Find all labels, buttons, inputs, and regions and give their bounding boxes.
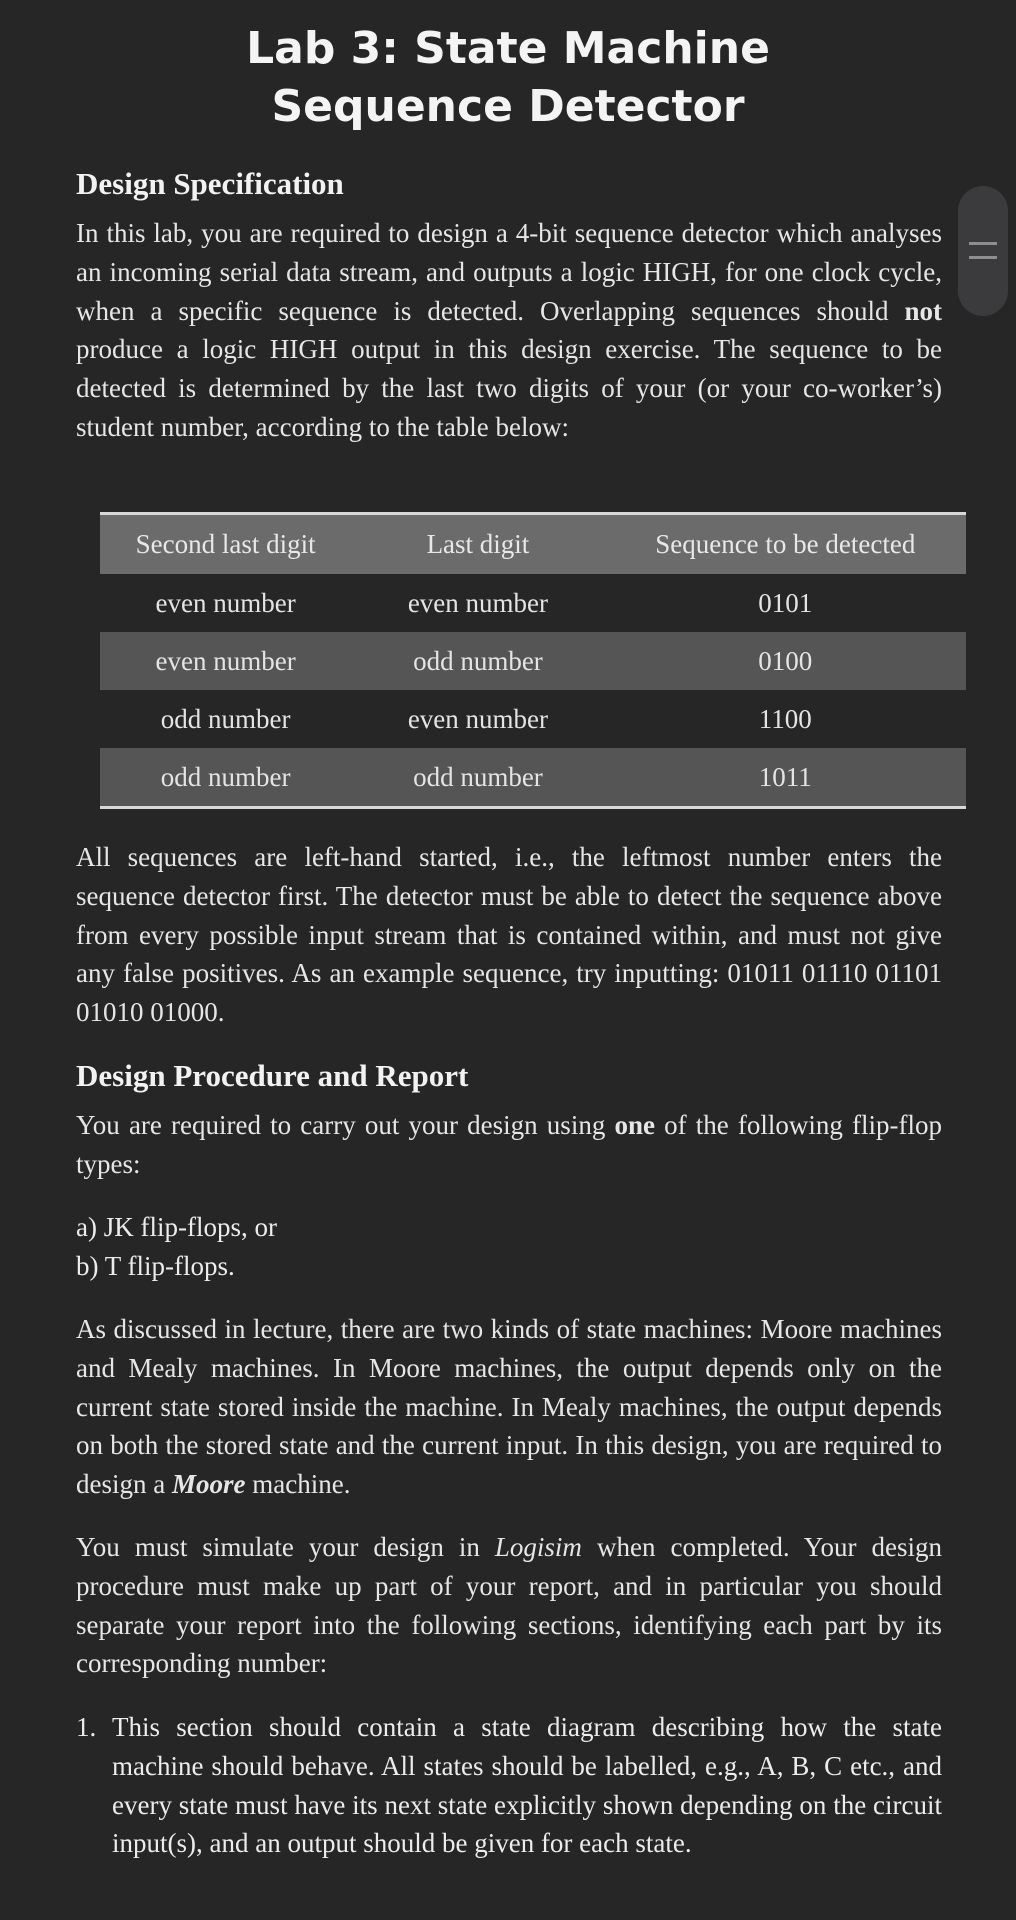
table-header: Sequence to be detected (605, 514, 966, 575)
table-cell: odd number (160, 703, 291, 734)
table-cell: odd number (351, 632, 604, 690)
simulation-paragraph: You must simulate your design in Logisim when completed. Your design procedure must make up part of your report, and in particular you should separate your report into the following sections, identifying each part by its corresponding number: (76, 1532, 942, 1679)
list-item: b) T flip-flops. (76, 1250, 235, 1281)
scrollbar-handle[interactable] (958, 186, 1008, 316)
table-cell: 1011 (605, 748, 966, 808)
design-procedure-section (76, 1058, 942, 1094)
table-cell: 0101 (758, 587, 813, 618)
flip-flop-options-list (76, 1208, 942, 1286)
section-heading: Design Specification (76, 166, 344, 201)
page-title: Lab 3: State Machine Sequence Detector (246, 23, 770, 132)
grip-line-icon (969, 256, 997, 259)
list-item: a) JK flip-flops, or (76, 1212, 277, 1242)
spec-paragraph: In this lab, you are required to design a 4-bit sequence detector which analyses an incoming serial data stream, and outputs a logic HIGH, for one clock cycle, when a specific sequence is detected. Overlapping sequences should not produce a logic HIGH output in this design exercise. The sequence to be detected is determined by the last two digits of your (or your co-worker’s) student number, according to the table below: (76, 218, 942, 442)
section-heading: Design Procedure and Report (76, 1058, 469, 1093)
table-cell: odd number (351, 748, 604, 808)
table-cell: 0100 (605, 632, 966, 690)
state-machine-paragraph: As discussed in lecture, there are two kinds of state machines: Moore machines and Mealy machines. In Moore machines, the output depends only on the current state stored inside the machine. In Mealy machines, the output depends on both the stored state and the current input. In this design, you are required to design a Moore machine. (76, 1314, 942, 1500)
sequence-notes-paragraph: All sequences are left-hand started, i.e., the leftmost number enters the sequence detector first. The detector must be able to detect the sequence above from every possible input stream that is contained within, and must not give any false positives. As an example sequence, try inputting: 01011 01110 01101 01010 01000. (76, 842, 942, 1028)
grip-line-icon (969, 242, 997, 245)
table-cell: even number (407, 587, 549, 618)
table-header: Last digit (351, 514, 604, 575)
list-item-number: 1. (76, 1712, 97, 1742)
table-header: Second last digit (100, 514, 351, 575)
table-cell: even number (100, 632, 351, 690)
list-item-text: This section should contain a state diagram describing how the state machine should behave. All states should be labelled, e.g., A, B, C etc., and every state must have its next state explicitly shown depending on the circuit input(s), and an output should be given for each state. (112, 1712, 942, 1859)
table-header-row (100, 514, 966, 575)
table-row (100, 632, 966, 690)
flip-flop-intro-paragraph: You are required to carry out your design using one of the following flip-flop types: (76, 1110, 942, 1179)
table-row (100, 574, 966, 632)
table-row (100, 690, 966, 748)
sequence-table (100, 512, 966, 809)
list-item (76, 1708, 942, 1863)
table-row (100, 748, 966, 808)
table-cell: even number (155, 587, 296, 618)
table-cell: even number (407, 703, 549, 734)
table-cell: odd number (100, 748, 351, 808)
design-specification-section (76, 166, 942, 202)
table-cell: 1100 (758, 703, 812, 734)
